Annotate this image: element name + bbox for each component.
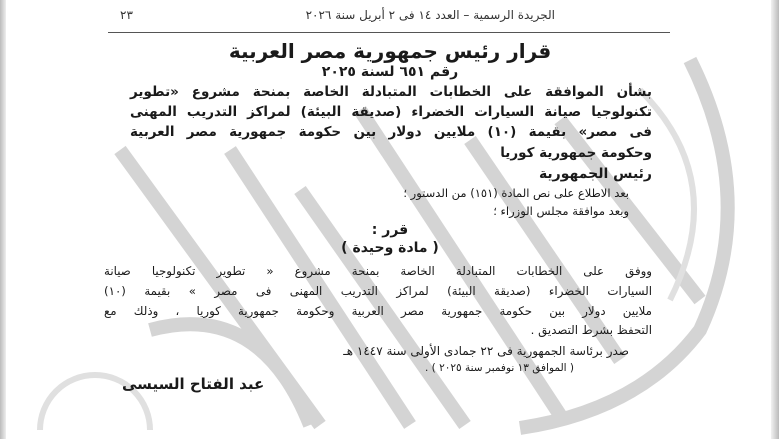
body-line: السيارات الخضراء (صديقة البيئة) لمراكز التدريب المهنى فى مصر » بقيمة (١٠) [104,284,652,298]
body-line: ووفق على الخطابات المتبادلة الخاصة بمنحة مشروع « تطوير تكنولوجيا صيانة [104,264,652,278]
gazette-header: الجريدة الرسمية – العدد ١٤ فى ٢ أبريل سنة ٢٠٢٦ [305,8,555,22]
signature-name: عبد الفتاح السيسى [122,375,265,393]
subject-line: بشأن الموافقة على الخطابات المتبادلة الخاصة بمنحة مشروع «تطوير [130,84,652,100]
preamble-line: وبعد موافقة مجلس الوزراء ؛ [493,204,629,218]
decided-heading: قرر : [371,222,409,238]
subject-line: فى مصر» بقيمة (١٠) ملايين دولار بين حكومة جمهورية مصر العربية [130,124,653,140]
preamble-line: بعد الاطلاع على نص المادة (١٥١) من الدستور ؛ [403,186,629,200]
article-heading: ( مادة وحيدة ) [341,240,439,256]
issuer-heading: رئيس الجمهورية [538,166,652,182]
page-number: ٢٣ [120,8,133,22]
subject-line: تكنولوجيا صيانة السيارات الخضراء (صديقة البيئة) لمراكز التدريب المهنى [130,104,652,120]
subject-line: وحكومة جمهورية كوريا [500,145,652,161]
body-line: التحفظ بشرط التصديق . [530,323,652,337]
gregorian-date: ( الموافق ١٣ نوفمبر سنة ٢٠٢٥ ) . [424,362,574,374]
decree-number: رقم ٦٥١ لسنة ٢٠٢٥ [321,64,459,80]
header-rule [108,32,670,33]
decree-title: قرار رئيس جمهورية مصر العربية [228,39,552,63]
issued-date: صدر برئاسة الجمهورية فى ٢٢ جمادى الأولى سنة ١٤٤٧ هـ [343,344,629,358]
body-line: ملايين دولار بين حكومة جمهورية مصر العربية وحكومة جمهورية كوريا ، وذلك مع [104,304,652,318]
